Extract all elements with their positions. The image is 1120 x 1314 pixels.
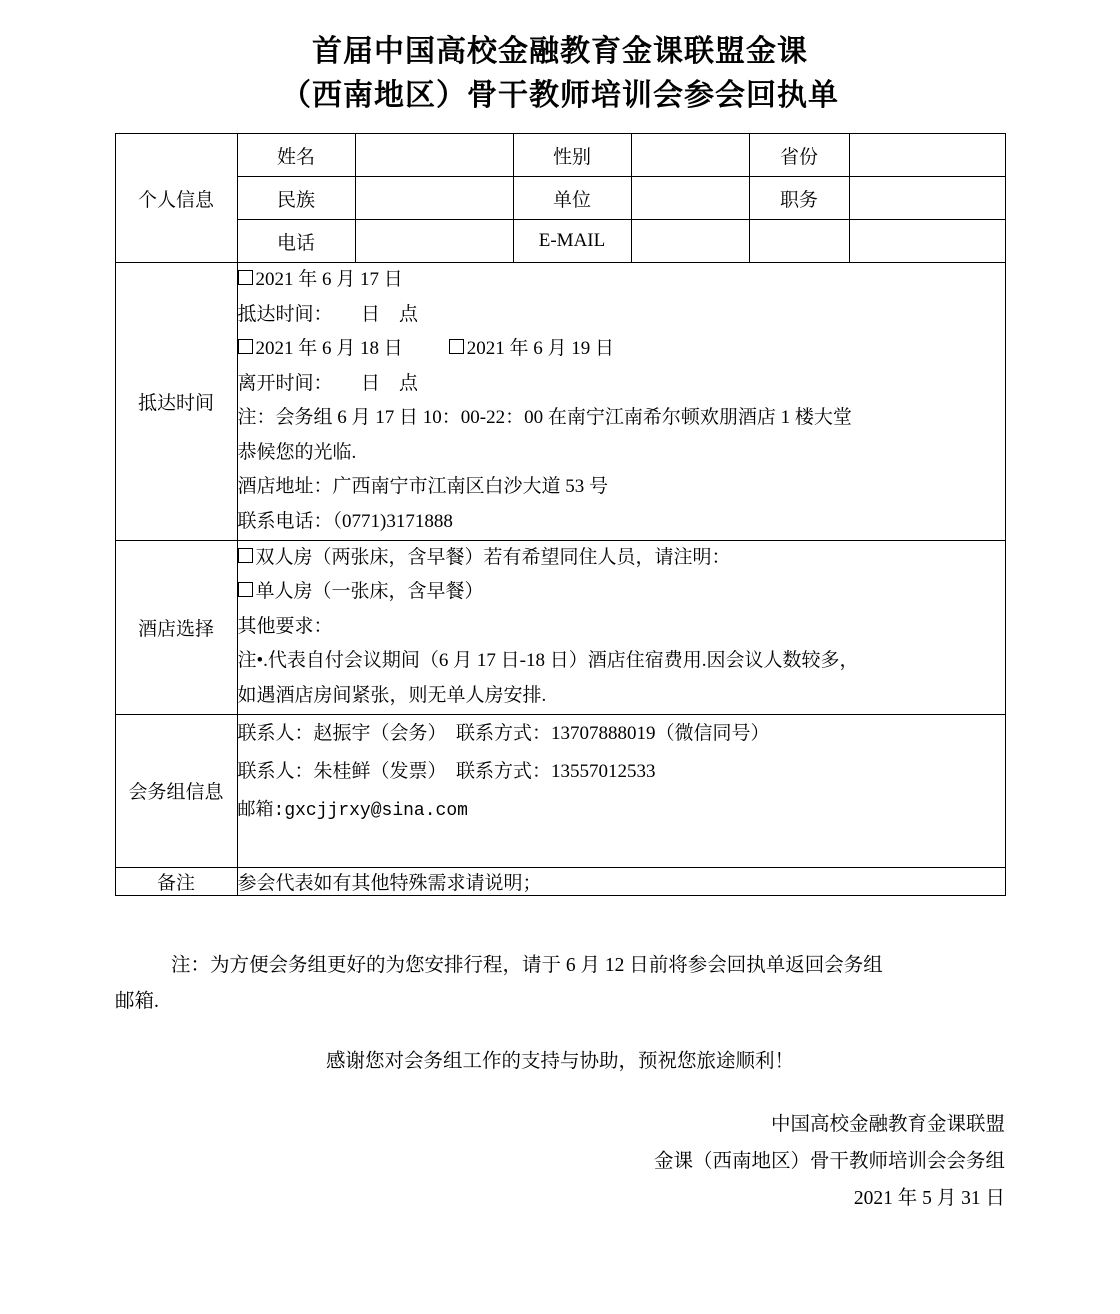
hotel-other-requests[interactable]: 其他要求： [237, 615, 333, 637]
field-input-province[interactable] [849, 134, 1005, 177]
field-label-ethnicity: 民族 [237, 177, 355, 220]
field-input-name[interactable] [355, 134, 513, 177]
page-title [0, 0, 1120, 117]
hotel-note-line2: 如遇酒店房间紧张，则无单人房安排. [237, 684, 547, 706]
organizer-email-row [238, 791, 1005, 829]
hotel-address: 酒店地址：广西南宁市江南区白沙大道 53 号 [237, 476, 609, 498]
field-input-extra-2[interactable] [849, 220, 1005, 263]
arrival-time-fill[interactable]: 抵达时间： 日 点 [237, 303, 419, 325]
field-label-name: 姓名 [237, 134, 355, 177]
table-row [115, 177, 1005, 220]
arrival-time-block [237, 263, 1005, 541]
footer-note [115, 948, 1005, 1020]
table-row [115, 867, 1005, 895]
table-row [115, 540, 1005, 714]
row-label-hotel-selection: 酒店选择 [115, 540, 237, 714]
table-row [115, 263, 1005, 541]
field-label-position: 职务 [749, 177, 849, 220]
organizer-spacer [238, 829, 1005, 867]
field-label-email: E-MAIL [513, 220, 631, 263]
document-footer [115, 948, 1005, 1217]
field-label-gender: 性别 [513, 134, 631, 177]
checkbox-icon[interactable] [238, 339, 253, 354]
field-input-gender[interactable] [631, 134, 749, 177]
checkbox-icon[interactable] [449, 339, 464, 354]
row-label-organizer-info: 会务组信息 [115, 714, 237, 867]
organizer-email[interactable]: gxcjjrxy@sina.com [284, 800, 468, 821]
hotel-phone: 联系电话：（0771)3171888 [237, 511, 453, 533]
organizer-info-block [237, 714, 1005, 867]
footer-note-line2: 邮箱. [115, 990, 159, 1012]
hotel-note-line1: 注•.代表自付会议期间（6 月 17 日-18 日）酒店住宿费用.因会议人数较多， [237, 650, 859, 672]
organizer-contact-1: 联系人：赵振宇（会务） 联系方式：13707888019（微信同号） [237, 722, 770, 744]
signature-date: 2021 年 5 月 31 日 [853, 1187, 1005, 1209]
table-row [115, 714, 1005, 867]
title-line-2: （西南地区）骨干教师培训会参会回执单 [281, 78, 839, 112]
registration-form-table [115, 133, 1006, 896]
field-input-position[interactable] [849, 177, 1005, 220]
organizer-email-label: 邮箱: [237, 800, 285, 821]
field-input-extra-1[interactable] [749, 220, 849, 263]
hotel-selection-block [237, 540, 1005, 714]
arrival-note-line2: 恭候您的光临. [237, 441, 357, 463]
hotel-option-single[interactable]: 单人房（一张床，含早餐） [238, 575, 1005, 610]
field-label-province: 省份 [749, 134, 849, 177]
arrival-option-jun17[interactable]: 2021 年 6 月 17 日 [238, 263, 1005, 298]
departure-time-fill[interactable]: 离开时间： 日 点 [237, 372, 419, 394]
checkbox-icon[interactable] [238, 582, 253, 597]
field-input-organization[interactable] [631, 177, 749, 220]
remark-text[interactable]: 参会代表如有其他特殊需求请说明； [237, 867, 1005, 895]
footer-signature [115, 1106, 1005, 1217]
arrival-options-jun18-jun19[interactable]: 2021 年 6 月 18 日 2021 年 6 月 19 日 [238, 332, 1005, 367]
footer-note-line1: 注：为方便会务组更好的为您安排行程，请于 6 月 12 日前将参会回执单返回会务组 [171, 954, 883, 976]
row-label-personal-info: 个人信息 [115, 134, 237, 263]
table-row [115, 220, 1005, 263]
row-label-arrival-time: 抵达时间 [115, 263, 237, 541]
field-input-ethnicity[interactable] [355, 177, 513, 220]
title-line-1: 首届中国高校金融教育金课联盟金课 [312, 35, 808, 68]
footer-thanks: 感谢您对会务组工作的支持与协助，预祝您旅途顺利！ [325, 1050, 794, 1072]
row-label-remark: 备注 [115, 867, 237, 895]
organizer-contact-2: 联系人：朱桂鲜（发票） 联系方式：13557012533 [237, 760, 656, 782]
checkbox-icon[interactable] [238, 270, 253, 285]
arrival-note-line1: 注：会务组 6 月 17 日 10：00-22：00 在南宁江南希尔顿欢朋酒店 1 楼大堂 [237, 407, 852, 429]
field-label-organization: 单位 [513, 177, 631, 220]
hotel-option-double[interactable]: 双人房（两张床，含早餐）若有希望同住人员，请注明： [238, 541, 1005, 576]
table-row [115, 134, 1005, 177]
signature-line-1: 中国高校金融教育金课联盟 [770, 1113, 1005, 1135]
field-input-email[interactable] [631, 220, 749, 263]
field-input-phone[interactable] [355, 220, 513, 263]
signature-line-2: 金课（西南地区）骨干教师培训会会务组 [653, 1150, 1005, 1172]
checkbox-icon[interactable] [238, 548, 253, 563]
field-label-phone: 电话 [237, 220, 355, 263]
